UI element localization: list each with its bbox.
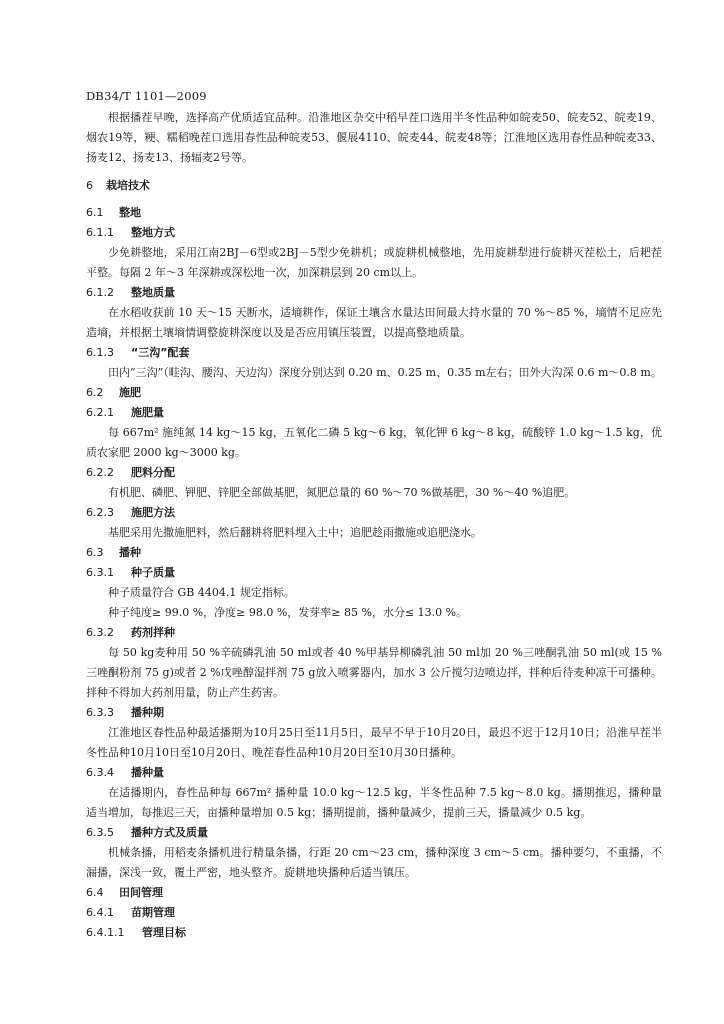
paragraph-6-2-1: 每 667m² 施纯氮 14 kg～15 kg，五氧化二磷 5 kg～6 kg，氧化钾 6 kg～8 kg，硫酸锌 1.0 kg～1.5 kg，优质农家肥 2000 kg～3000 kg。	[86, 426, 662, 459]
paragraph-6-3-4: 在适播期内，春性品种每 667m² 播种量 10.0 kg～12.5 kg，半冬性品种 7.5 kg～8.0 kg。播期推迟，播种量适当增加，每推迟三天，亩播种量增加 0.5 kg；播期提前，播种量减少，提前三天，播量减少 0.5 kg。	[86, 786, 662, 819]
heading-title: 药剂拌种	[131, 626, 175, 639]
heading-number: 6.3.3	[86, 706, 114, 719]
paragraph-6-3-3: 江淮地区春性品种最适播期为10月25日至11月5日，最早不早于10月20日，最迟不迟于12月10日；沿淮早茬半冬性品种10月10日至10月20日、晚茬春性品种10月20日至10月30日播种。	[86, 726, 662, 759]
heading-6-2-3	[86, 503, 662, 523]
paragraph-6-3-2: 每 50 kg麦种用 50 %辛硫磷乳油 50 ml或者 40 %甲基异柳磷乳油 50 ml加 20 %三唑酮乳油 50 ml(或 15 %三唑酮粉剂 75 g)或者 2 %戊唑醇湿拌剂 75 g放入喷雾器内，加水 3 公斤搅匀边喷边拌，拌种后待麦种凉干可播种。拌种不得加大药剂用量，防止产生药害。	[86, 646, 662, 699]
heading-number: 6.3.2	[86, 626, 114, 639]
paragraph-6-1-3: 田内“三沟”（畦沟、腰沟、天边沟）深度分别达到 0.20 m、0.25 m、0.35 m左右；田外大沟深 0.6 m～0.8 m。	[108, 366, 662, 379]
paragraph-6-3-1-a: 种子质量符合 GB 4404.1 规定指标。	[108, 586, 295, 599]
heading-6-3	[86, 543, 662, 563]
heading-title: 施肥量	[131, 406, 164, 419]
heading-number: 6.4	[86, 886, 104, 899]
heading-6-3-1	[86, 563, 662, 583]
heading-title: 种子质量	[131, 566, 175, 579]
heading-6-4-1	[86, 903, 662, 923]
heading-6-1-3	[86, 343, 662, 363]
heading-6-3-2	[86, 623, 662, 643]
document-body	[86, 108, 662, 943]
heading-number: 6.2	[86, 386, 104, 399]
heading-6-4-1-1	[86, 923, 662, 943]
heading-number: 6.4.1	[86, 906, 114, 919]
heading-number: 6.2.3	[86, 506, 114, 519]
heading-6-4	[86, 883, 662, 903]
heading-title: 播种方式及质量	[131, 826, 208, 839]
heading-title: 田间管理	[119, 886, 163, 899]
heading-6-2-2	[86, 463, 662, 483]
heading-title: 播种量	[131, 766, 164, 779]
heading-number: 6.1.1	[86, 226, 114, 239]
heading-title: 管理目标	[142, 926, 186, 939]
heading-number: 6.1	[86, 206, 104, 219]
heading-6-1	[86, 203, 662, 223]
heading-title: 施肥	[119, 386, 141, 399]
heading-number: 6.3.5	[86, 826, 114, 839]
heading-6-3-3	[86, 703, 662, 723]
heading-number: 6.2.2	[86, 466, 114, 479]
heading-6-3-4	[86, 763, 662, 783]
heading-6-2	[86, 383, 662, 403]
paragraph-6-3-1-b: 种子纯度≥ 99.0 %，净度≥ 98.0 %，发芽率≥ 85 %，水分≤ 13.0 %。	[108, 606, 468, 619]
heading-number: 6.3	[86, 546, 104, 559]
paragraph-6-1-2: 在水稻收获前 10 天～15 天断水，适墒耕作，保证土壤含水量达田间最大持水量的 70 %～85 %，墒情不足应先造墒，并根据土壤墒情调整旋耕深度以及是否应用镇压装置，以提高整地质量。	[86, 306, 662, 339]
document-code: DB34/T 1101—2009	[86, 89, 207, 103]
paragraph-6-3-5: 机械条播，用稻麦条播机进行精量条播，行距 20 cm～23 cm，播种深度 3 cm～5 cm。播种要匀，不重播，不漏播，深浅一致，覆土严密，地头整齐。旋耕地块播种后适当镇压。	[86, 846, 662, 879]
heading-number: 6.2.1	[86, 406, 114, 419]
heading-title: 苗期管理	[131, 906, 175, 919]
heading-title: 整地质量	[131, 286, 175, 299]
heading-6-2-1	[86, 403, 662, 423]
heading-title: 播种期	[131, 706, 164, 719]
heading-title: “三沟”配套	[131, 346, 190, 359]
intro-paragraph: 根据播茬早晚，选择高产优质适宜品种。沿淮地区杂交中稻早茬口选用半冬性品种如皖麦50、皖麦52、皖麦19、烟农19等，粳、糯稻晚茬口选用春性品种皖麦53、偃展4110、皖麦44、皖麦48等；江淮地区选用春性品种皖麦33、扬麦12、扬麦13、扬辐麦2号等。	[86, 111, 662, 164]
paragraph-6-2-2: 有机肥、磷肥、钾肥、锌肥全部做基肥，氮肥总量的 60 %～70 %做基肥，30 %～40 %追肥。	[108, 486, 576, 499]
heading-title: 肥料分配	[131, 466, 175, 479]
heading-6	[86, 176, 662, 196]
heading-title: 整地方式	[131, 226, 175, 239]
heading-number: 6	[86, 179, 93, 192]
heading-number: 6.3.1	[86, 566, 114, 579]
paragraph-6-2-3: 基肥采用先撒施肥料，然后翻耕将肥料埋入土中；追肥趁雨撒施或追肥浇水。	[108, 526, 482, 539]
heading-6-1-1	[86, 223, 662, 243]
heading-number: 6.1.2	[86, 286, 114, 299]
heading-number: 6.4.1.1	[86, 926, 125, 939]
heading-6-1-2	[86, 283, 662, 303]
heading-title: 栽培技术	[106, 179, 150, 192]
heading-title: 整地	[119, 206, 141, 219]
heading-title: 施肥方法	[131, 506, 175, 519]
heading-number: 6.1.3	[86, 346, 114, 359]
heading-title: 播种	[119, 546, 141, 559]
paragraph-6-1-1: 少免耕整地，采用江南2BJ－6型或2BJ－5型少免耕机；或旋耕机械整地，先用旋耕犁进行旋耕灭茬松土，后耙茬平整。每隔 2 年～3 年深耕或深松地一次，加深耕层到 20 cm以上。	[86, 246, 662, 279]
heading-number: 6.3.4	[86, 766, 114, 779]
heading-6-3-5	[86, 823, 662, 843]
